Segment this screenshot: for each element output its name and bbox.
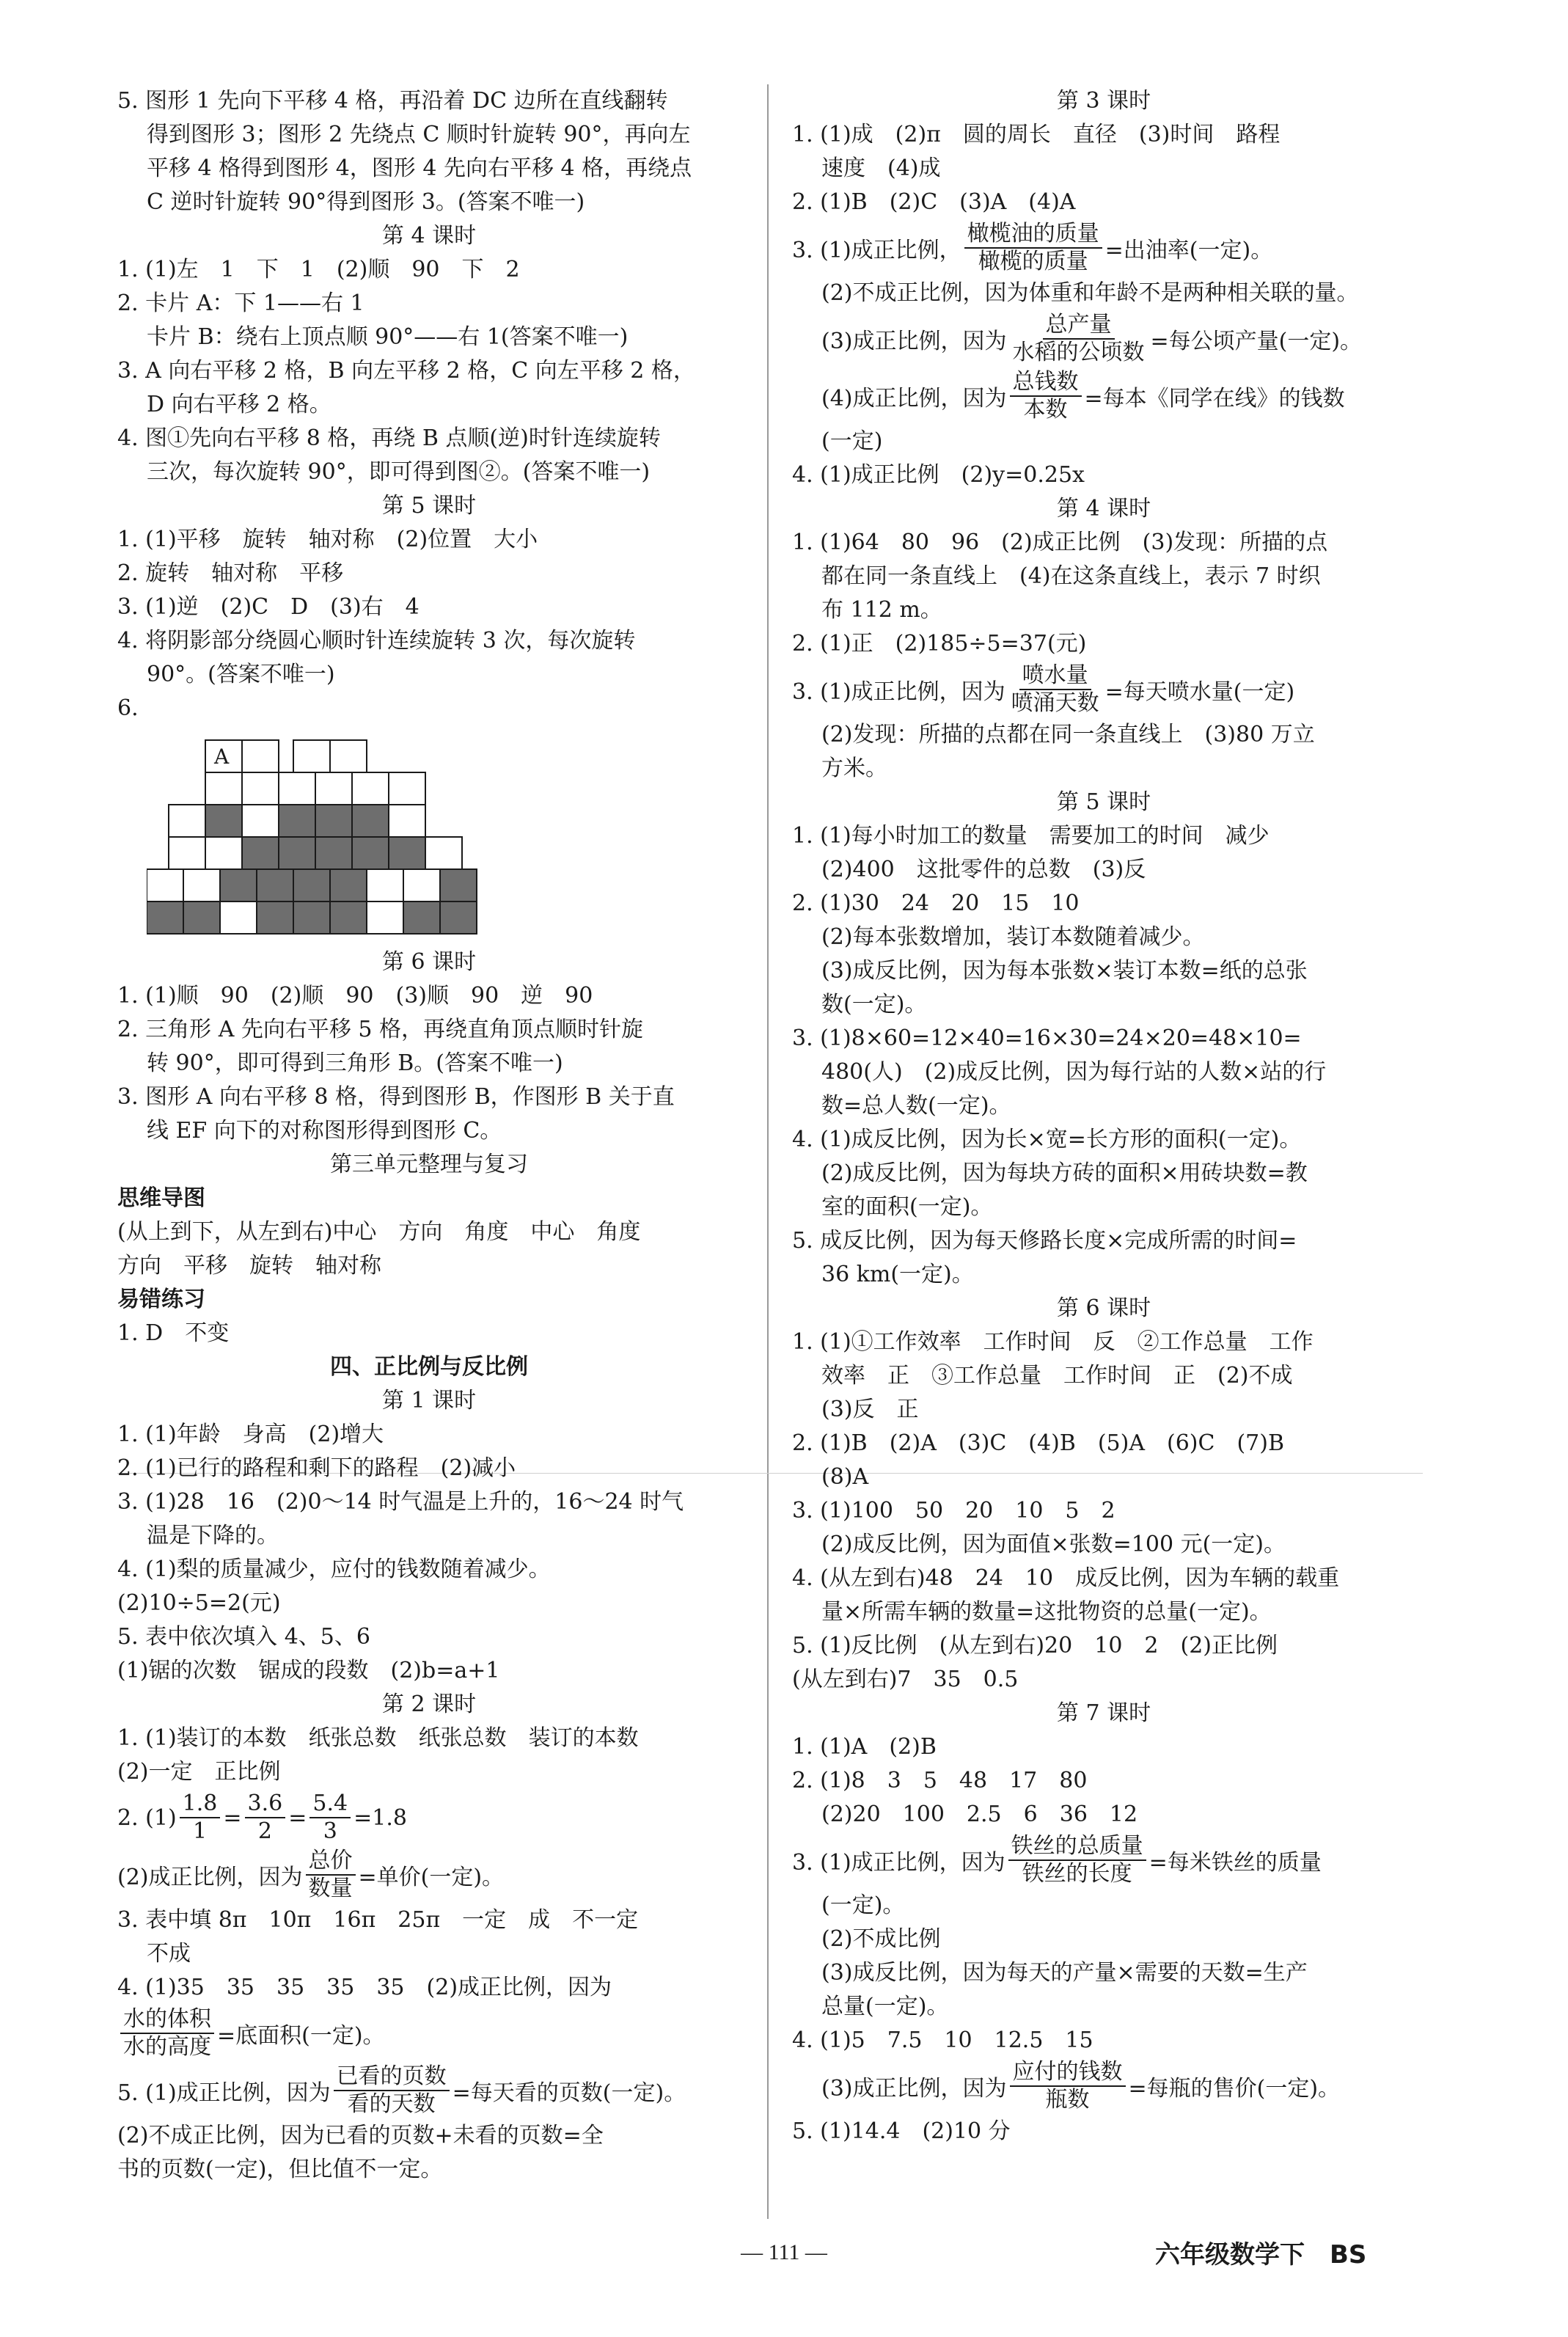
text-line: 2. (1)正 (2)185÷5=37(元) bbox=[792, 631, 1087, 657]
text-line: 2. (1)8 3 5 48 17 80 bbox=[792, 1768, 1088, 1793]
text-line: 36 km(一定)。 bbox=[821, 1262, 974, 1287]
denominator: 橄榄的质量 bbox=[978, 249, 1088, 274]
lesson-heading: 第 4 课时 bbox=[381, 223, 477, 249]
lesson-heading: 第 4 课时 bbox=[1056, 496, 1151, 522]
fraction bbox=[334, 2063, 450, 2118]
text-span: =每瓶的售价(一定)。 bbox=[1128, 2076, 1341, 2102]
text-line: 效率 正 ③工作总量 工作时间 正 (2)不成 bbox=[821, 1363, 1293, 1389]
text-line: 总量(一定)。 bbox=[821, 1994, 949, 2019]
text-line: 2. (1)30 24 20 15 10 bbox=[792, 890, 1080, 916]
text-line: 数(一定)。 bbox=[821, 992, 927, 1017]
text-line: C 逆时针旋转 90°得到图形 3。(答案不唯一) bbox=[147, 189, 585, 215]
text-line: D 向右平移 2 格。 bbox=[147, 392, 331, 417]
fraction bbox=[1008, 1833, 1146, 1887]
unit-heading: 四、正比例与反比例 bbox=[330, 1354, 528, 1380]
text-line: 方米。 bbox=[821, 756, 887, 781]
text-line: 480(人) (2)成反比例，因为每行站的人数×站的行 bbox=[821, 1059, 1327, 1085]
text-span: (3)成正比例，因为 bbox=[821, 329, 1007, 354]
numerator: 水的体积 bbox=[120, 2006, 214, 2034]
text-line: 2. 旋转 轴对称 平移 bbox=[117, 560, 344, 586]
fraction bbox=[1008, 662, 1102, 717]
text-span: (3)成正比例，因为 bbox=[821, 2076, 1007, 2102]
text-line: 3. 图形 A 向右平移 8 格，得到图形 B，作图形 B 关于直 bbox=[117, 1084, 675, 1110]
text-line: (2)不成正比例，因为已看的页数+未看的页数=全 bbox=[117, 2123, 604, 2148]
text-line: 2. (1)已行的路程和剩下的路程 (2)减小 bbox=[117, 1455, 516, 1481]
text-line: (2)10÷5=2(元) bbox=[117, 1590, 281, 1616]
text-span: =每天看的页数(一定)。 bbox=[452, 2080, 686, 2106]
denominator: 3 bbox=[323, 1818, 337, 1844]
numerator: 已看的页数 bbox=[334, 2063, 450, 2091]
text-span: (4)成正比例，因为 bbox=[821, 386, 1007, 412]
fraction-line bbox=[792, 661, 1415, 718]
lesson-heading: 第 5 课时 bbox=[1056, 789, 1151, 815]
fraction bbox=[1010, 312, 1148, 366]
fraction-line bbox=[117, 1789, 741, 1846]
book-title: 六年级数学下 BS bbox=[1155, 2240, 1367, 2270]
text-line: (1)锯的次数 锯成的段数 (2)b=a+1 bbox=[117, 1658, 500, 1683]
fraction-line bbox=[792, 219, 1415, 277]
text-line: 5. (1)反比例 (从左到右)20 10 2 (2)正比例 bbox=[792, 1633, 1278, 1658]
text-line: 不成 bbox=[147, 1941, 191, 1967]
text-line: (从左到右)7 35 0.5 bbox=[792, 1667, 1019, 1692]
text-line: 5. 图形 1 先向下平移 4 格，再沿着 DC 边所在直线翻转 bbox=[117, 88, 668, 114]
fraction-line bbox=[792, 2058, 1415, 2115]
text-line: 得到图形 3；图形 2 先绕点 C 顺时针旋转 90°，再向左 bbox=[147, 122, 691, 147]
text-line: (2)不成比例 bbox=[821, 1926, 941, 1952]
text-line: 3. A 向右平移 2 格，B 向左平移 2 格，C 向左平移 2 格， bbox=[117, 358, 695, 384]
text-line: 4. 图①先向右平移 8 格，再绕 B 点顺(逆)时针连续旋转 bbox=[117, 425, 661, 451]
text-line: 方向 平移 旋转 轴对称 bbox=[117, 1253, 381, 1279]
fraction bbox=[306, 1848, 356, 1902]
text-line: 卡片 B：绕右上顶点顺 90°——右 1(答案不唯一) bbox=[147, 324, 629, 350]
text-line: (一定)。 bbox=[821, 1892, 905, 1918]
numerator: 总产量 bbox=[1043, 312, 1115, 340]
fraction bbox=[964, 221, 1102, 275]
text-line: 1. (1)A (2)B bbox=[792, 1734, 937, 1760]
fraction bbox=[180, 1791, 221, 1845]
fraction-line bbox=[792, 367, 1415, 425]
denominator: 数量 bbox=[308, 1876, 353, 1901]
text-line: 转 90°，即可得到三角形 B。(答案不唯一) bbox=[147, 1050, 563, 1076]
numerator: 铁丝的总质量 bbox=[1008, 1833, 1146, 1861]
text-line: 线 EF 向下的对称图形得到图形 C。 bbox=[147, 1118, 502, 1144]
text-line: 1. (1)①工作效率 工作时间 反 ②工作总量 工作 bbox=[792, 1329, 1314, 1355]
mindmap-heading: 思维导图 bbox=[117, 1185, 205, 1211]
text-line: 都在同一条直线上 (4)在这条直线上，表示 7 时织 bbox=[821, 563, 1321, 589]
text-span: =出油率(一定)。 bbox=[1104, 238, 1273, 263]
text-line: 平移 4 格得到图形 4，图形 4 先向右平移 4 格，再绕点 bbox=[147, 156, 692, 181]
equals-sign: = bbox=[288, 1804, 307, 1831]
text-line: 4. 将阴影部分绕圆心顺时针连续旋转 3 次，每次旋转 bbox=[117, 628, 636, 654]
text-line: (3)反 正 bbox=[821, 1397, 919, 1422]
text-line: 数=总人数(一定)。 bbox=[821, 1093, 1011, 1119]
grid-label: A bbox=[214, 745, 230, 769]
text-line: 1. (1)年龄 身高 (2)增大 bbox=[117, 1422, 384, 1447]
text-line: (8)A bbox=[821, 1464, 869, 1490]
tessellation-figure bbox=[147, 725, 741, 946]
text-line: 6. bbox=[117, 695, 139, 721]
fraction-line bbox=[117, 2062, 741, 2119]
text-span: 3. (1)成正比例，因为 bbox=[792, 679, 1005, 705]
lesson-heading: 第 7 课时 bbox=[1056, 1700, 1151, 1726]
numerator: 1.8 bbox=[180, 1791, 221, 1818]
numerator: 总钱数 bbox=[1010, 369, 1082, 397]
text-line: 三次，每次旋转 90°，即可得到图②。(答案不唯一) bbox=[147, 459, 651, 485]
denominator: 2 bbox=[257, 1818, 272, 1844]
text-line: 室的面积(一定)。 bbox=[821, 1194, 993, 1220]
lesson-heading: 第 3 课时 bbox=[1056, 88, 1151, 114]
text-span: 3. (1)成正比例，因为 bbox=[792, 1850, 1005, 1876]
denominator: 1 bbox=[192, 1818, 208, 1844]
fraction bbox=[1010, 2059, 1126, 2113]
text-line: 2. 三角形 A 先向右平移 5 格，再绕直角顶点顺时针旋 bbox=[117, 1017, 644, 1042]
denominator: 铁丝的长度 bbox=[1022, 1861, 1132, 1887]
text-line: (2)成反比例，因为面值×张数=100 元(一定)。 bbox=[821, 1532, 1286, 1557]
fraction-line bbox=[117, 1846, 741, 1903]
text-line: 3. (1)8×60=12×40=16×30=24×20=48×10= bbox=[792, 1025, 1302, 1051]
text-span: =每米铁丝的质量 bbox=[1148, 1850, 1322, 1876]
text-line: 5. 表中依次填入 4、5、6 bbox=[117, 1624, 370, 1650]
fraction bbox=[309, 1791, 351, 1845]
text-line: (一定) bbox=[821, 428, 883, 454]
text-line: 4. (1)成正比例 (2)y=0.25x bbox=[792, 462, 1085, 488]
text-line: 90°。(答案不唯一) bbox=[147, 662, 335, 687]
denominator: 看的天数 bbox=[347, 2091, 436, 2117]
text-line: 1. (1)装订的本数 纸张总数 纸张总数 装订的本数 bbox=[117, 1725, 639, 1751]
text-line: 4. (从左到右)48 24 10 成反比例，因为车辆的载重 bbox=[792, 1565, 1340, 1591]
text-line: 4. (1)梨的质量减少，应付的钱数随着减少。 bbox=[117, 1557, 551, 1582]
numerator: 3.6 bbox=[245, 1791, 286, 1818]
denominator: 瓶数 bbox=[1045, 2087, 1090, 2113]
text-line: (2)成反比例，因为每块方砖的面积×用砖块数=教 bbox=[821, 1160, 1308, 1186]
denominator: 本数 bbox=[1023, 397, 1068, 423]
lesson-heading: 第 6 课时 bbox=[1056, 1295, 1151, 1321]
numerator: 5.4 bbox=[309, 1791, 351, 1818]
section-heading: 第三单元整理与复习 bbox=[330, 1152, 528, 1177]
lesson-heading: 第 6 课时 bbox=[381, 949, 477, 975]
numerator: 应付的钱数 bbox=[1010, 2059, 1126, 2087]
denominator: 水的高度 bbox=[123, 2034, 211, 2060]
lesson-heading: 第 1 课时 bbox=[381, 1388, 477, 1413]
text-line: 2. (1)B (2)A (3)C (4)B (5)A (6)C (7)B bbox=[792, 1430, 1285, 1456]
text-line: 1. (1)成 (2)π 圆的周长 直径 (3)时间 路程 bbox=[792, 122, 1281, 147]
text-span: =每天喷水量(一定) bbox=[1104, 679, 1295, 705]
text-span: 2. (1) bbox=[117, 1804, 177, 1831]
text-line: 3. (1)逆 (2)C D (3)右 4 bbox=[117, 594, 420, 620]
text-line: 1. (1)左 1 下 1 (2)顺 90 下 2 bbox=[117, 257, 520, 282]
text-line: (从上到下，从左到右)中心 方向 角度 中心 角度 bbox=[117, 1219, 641, 1245]
text-span: 5. (1)成正比例，因为 bbox=[117, 2080, 331, 2106]
error-practice-heading: 易错练习 bbox=[117, 1287, 205, 1312]
equals-sign: = bbox=[223, 1804, 242, 1831]
text-line: (3)成反比例，因为每天的产量×需要的天数=生产 bbox=[821, 1960, 1308, 1986]
text-line: 4. (1)35 35 35 35 35 (2)成正比例，因为 bbox=[117, 1975, 612, 2000]
text-line: (2)每本张数增加，装订本数随着减少。 bbox=[821, 924, 1205, 950]
text-line: 3. (1)100 50 20 10 5 2 bbox=[792, 1498, 1115, 1524]
text-line: 3. 表中填 8π 10π 16π 25π 一定 成 不一定 bbox=[117, 1907, 639, 1933]
denominator: 水稻的公顷数 bbox=[1012, 340, 1145, 365]
text-span: =1.8 bbox=[353, 1804, 407, 1831]
lesson-heading: 第 5 课时 bbox=[381, 493, 477, 519]
text-line: 速度 (4)成 bbox=[821, 156, 941, 181]
text-span: =每本《同学在线》的钱数 bbox=[1084, 386, 1345, 412]
text-line: 1. (1)顺 90 (2)顺 90 (3)顺 90 逆 90 bbox=[117, 983, 593, 1009]
text-line: (2)400 这批零件的总数 (3)反 bbox=[821, 857, 1146, 882]
text-span: =单价(一定)。 bbox=[358, 1865, 505, 1890]
text-span: (2)成正比例，因为 bbox=[117, 1865, 303, 1890]
text-line: 1. (1)每小时加工的数量 需要加工的时间 减少 bbox=[792, 823, 1270, 849]
numerator: 总价 bbox=[306, 1848, 356, 1876]
text-line: 2. 卡片 A：下 1——右 1 bbox=[117, 290, 364, 316]
text-span: =底面积(一定)。 bbox=[217, 2023, 385, 2049]
numerator: 橄榄油的质量 bbox=[964, 221, 1102, 249]
text-line: 3. (1)28 16 (2)0～14 时气温是上升的，16～24 时气 bbox=[117, 1489, 684, 1515]
fraction-line bbox=[792, 1832, 1415, 1889]
text-line: 温是下降的。 bbox=[147, 1523, 279, 1548]
text-line: 书的页数(一定)，但比值不一定。 bbox=[117, 2157, 443, 2182]
text-line: 4. (1)5 7.5 10 12.5 15 bbox=[792, 2027, 1093, 2053]
fraction bbox=[120, 2006, 214, 2060]
text-line: (2)20 100 2.5 6 36 12 bbox=[821, 1802, 1138, 1827]
denominator: 喷涌天数 bbox=[1011, 690, 1099, 716]
text-line: (3)成反比例，因为每本张数×装订本数=纸的总张 bbox=[821, 958, 1308, 984]
text-line: (2)发现：所描的点都在同一条直线上 (3)80 万立 bbox=[821, 722, 1315, 747]
fraction-line bbox=[117, 2005, 741, 2062]
numerator: 喷水量 bbox=[1019, 662, 1091, 690]
page-number: — 111 — bbox=[741, 2240, 827, 2264]
fraction bbox=[245, 1791, 286, 1845]
text-span: =每公顷产量(一定)。 bbox=[1150, 329, 1363, 354]
left-column bbox=[117, 84, 741, 2187]
text-line: 4. (1)成反比例，因为长×宽=长方形的面积(一定)。 bbox=[792, 1127, 1302, 1152]
text-line: 1. D 不变 bbox=[117, 1320, 230, 1346]
text-line: 5. 成反比例，因为每天修路长度×完成所需的时间= bbox=[792, 1228, 1297, 1254]
text-line: (2)不成正比例，因为体重和年龄不是两种相关联的量。 bbox=[821, 280, 1359, 306]
text-line: (2)一定 正比例 bbox=[117, 1759, 281, 1785]
text-line: 2. (1)B (2)C (3)A (4)A bbox=[792, 189, 1076, 215]
column-divider bbox=[767, 84, 769, 2219]
fraction-line bbox=[792, 310, 1415, 367]
text-line: 5. (1)14.4 (2)10 分 bbox=[792, 2118, 1011, 2144]
lesson-heading: 第 2 课时 bbox=[381, 1692, 477, 1717]
text-span: 3. (1)成正比例， bbox=[792, 238, 961, 263]
right-column bbox=[792, 84, 1415, 2148]
text-line: 1. (1)64 80 96 (2)成正比例 (3)发现：所描的点 bbox=[792, 530, 1328, 555]
tessellation-grid bbox=[147, 725, 733, 946]
text-line: 布 112 m。 bbox=[821, 597, 942, 623]
text-line: 量×所需车辆的数量=这批物资的总量(一定)。 bbox=[821, 1599, 1272, 1625]
text-line: 1. (1)平移 旋转 轴对称 (2)位置 大小 bbox=[117, 527, 538, 552]
fraction bbox=[1010, 369, 1082, 423]
